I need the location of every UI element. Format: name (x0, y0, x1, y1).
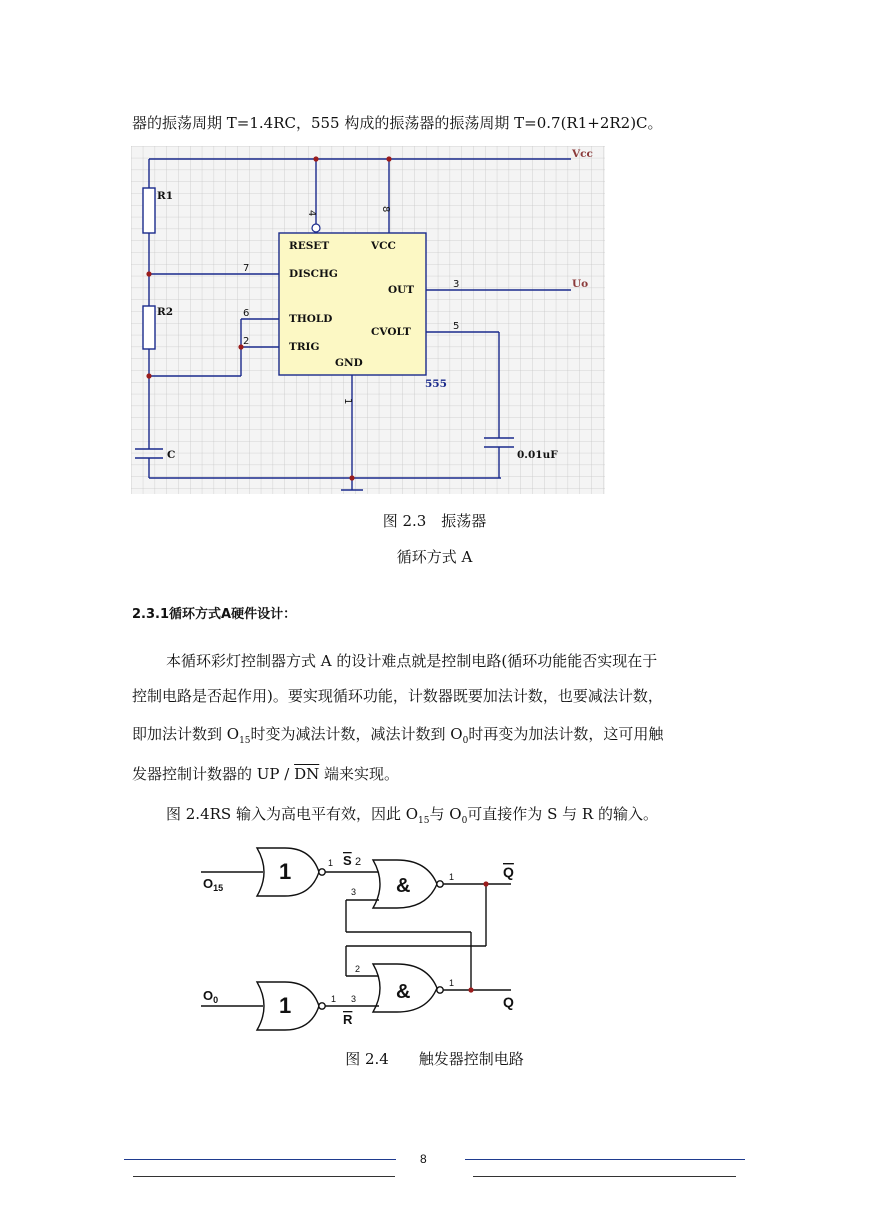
trig-pin-label: TRIG (289, 341, 320, 353)
para1-line1: 本循环彩灯控制器方式 A 的设计难点就是控制电路(循环功能能否实现在于 (166, 652, 658, 670)
footer-rule-right-lower (473, 1176, 736, 1177)
uo-label: Uo (572, 278, 589, 290)
pin-label: 1 (328, 858, 334, 868)
section-heading: 2.3.1循环方式A硬件设计： (132, 607, 297, 622)
and-gate-top-symbol: & (396, 875, 411, 897)
thold-pin-label: THOLD (289, 313, 333, 325)
pin-label: 3 (351, 887, 357, 897)
footer-rule-left (124, 1159, 396, 1160)
pin-label: 3 (351, 994, 357, 1004)
vcc-rail-label: Vcc (572, 148, 593, 160)
r1-label: R1 (157, 190, 174, 202)
para1-line2: 控制电路是否起作用)。要实现循环功能，计数器既要加法计数，也要减法计数， (132, 687, 663, 705)
pin-3-number: 3 (453, 279, 460, 290)
pin-2-number: 2 (243, 336, 250, 347)
cap-value-label: 0.01uF (517, 449, 558, 461)
figure-2-4-caption: 图 2.4 触发器控制电路 (345, 1050, 524, 1068)
q-bar-output-label: Q (503, 864, 514, 880)
input-o0-label: $O_0$ (203, 988, 219, 1005)
pin-label: 1 (331, 994, 337, 1004)
out-pin-label: OUT (388, 284, 415, 296)
s-bar-label: S (343, 853, 352, 868)
chip-label: 555 (425, 378, 447, 390)
page-number: 8 (420, 1152, 427, 1166)
subtitle: 循环方式 A (396, 548, 473, 566)
para2: 图 2.4RS 输入为高电平有效，因此 $O_{15}$与 $O_0$可直接作为 S 与 R 的输入。 (166, 805, 658, 826)
pin-6-number: 6 (243, 308, 250, 319)
footer-rule-right (465, 1159, 745, 1160)
r2-label: R2 (157, 306, 174, 318)
pin-label: 1 (449, 872, 455, 882)
s-pin-number: 2 (355, 856, 362, 868)
c-label: C (167, 449, 176, 461)
footer-rule-left-lower (133, 1176, 395, 1177)
vcc-pin-label: VCC (371, 240, 396, 252)
figure-2-3-caption: 图 2.3 振荡器 (382, 512, 487, 530)
input-o15-label: $O_{15}$ (203, 876, 224, 893)
r-bar-label: R (343, 1012, 353, 1027)
pin-4-number: 4 (306, 210, 317, 217)
pin-1-number: 1 (342, 398, 353, 405)
pin-label: 2 (355, 964, 361, 974)
pin-7-number: 7 (243, 263, 250, 274)
dischg-pin-label: DISCHG (289, 268, 338, 280)
and-gate-bottom-symbol: & (396, 981, 411, 1003)
reset-pin-label: RESET (289, 240, 330, 252)
pin-label: 1 (449, 978, 455, 988)
gnd-pin-label: GND (335, 357, 363, 369)
pin-8-number: 8 (380, 206, 391, 213)
para1-line3: 即加法计数到 $O_{15}$时变为减法计数，减法计数到 $O_0$时再变为加法计数，这可用触 (132, 725, 664, 746)
oscillator-schematic (131, 146, 605, 494)
not-gate-bottom-symbol: 1 (279, 993, 292, 1018)
pin-5-number: 5 (453, 321, 460, 332)
flip-flop-circuit (191, 838, 527, 1038)
not-gate-top-symbol: 1 (279, 859, 292, 884)
cvolt-pin-label: CVOLT (371, 326, 411, 338)
para1-line4: 发器控制计数器的 UP / $\overline{DN}$ 端来实现。 (132, 765, 400, 783)
intro-line: 器的振荡周期 T=1.4RC，555 构成的振荡器的振荡周期 T=0.7(R1+2R2)C。 (132, 114, 663, 132)
q-output-label: Q (503, 994, 514, 1010)
